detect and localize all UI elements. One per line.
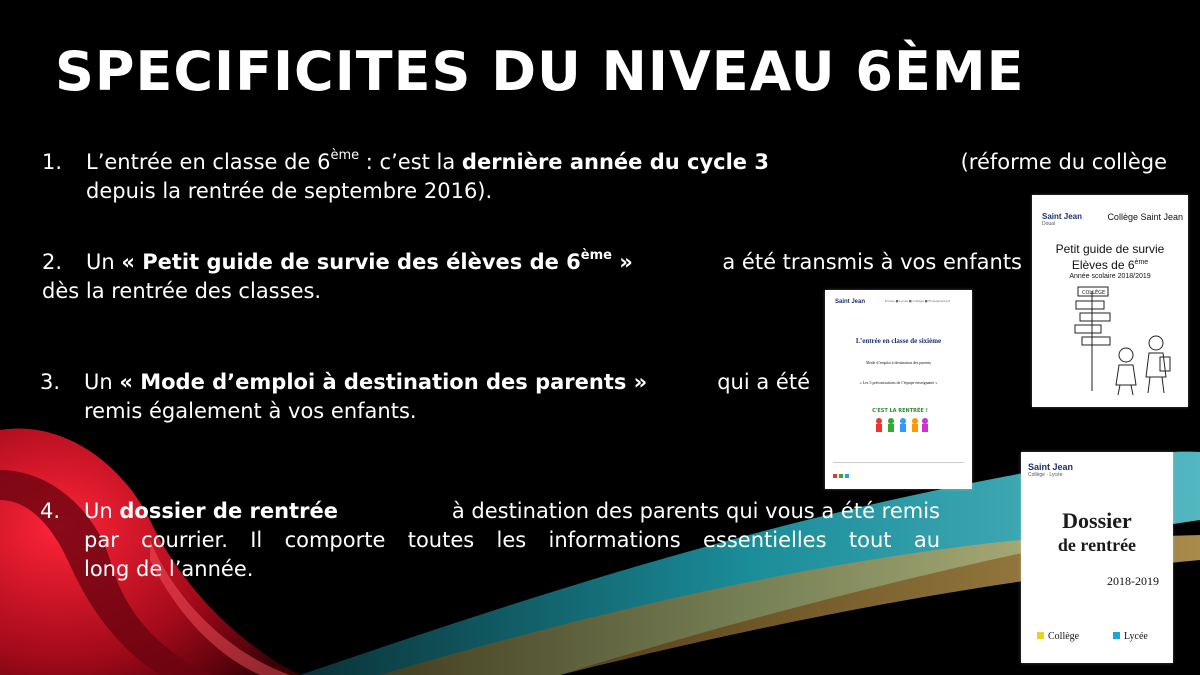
doc-subtitle: Mode d’emploi à destination des parents [866,360,931,365]
svg-text:COLLÈGE: COLLÈGE [1082,290,1106,296]
doc-banner: C'EST LA RENTRÉE ! [872,408,928,414]
item-continuation: long de l’année. [84,557,254,581]
item-text: Un [84,370,120,394]
item-text: Un [84,499,120,523]
item-text: qui a été [717,370,810,394]
item-continuation: remis également à vos enfants. [84,399,417,423]
doc-footer [833,462,964,475]
guide-cover-image [1032,195,1188,407]
item-continuation: depuis la rentrée de septembre 2016). [86,179,493,203]
blue-square-icon [1113,632,1120,639]
doc-tagline: « Les 5 préconisations de l’équipe enseignante » [859,380,938,385]
school-logo: Saint Jean Collège · Lycée [1028,462,1074,478]
dossier-cover-image [1021,452,1173,663]
item-text: à destination des parents qui vous a été remis [451,499,940,523]
item-number: 2. [42,250,63,274]
tag-college: Collège [1037,631,1079,642]
yellow-square-icon [1037,632,1044,639]
kids-illustration-icon [873,416,929,436]
dossier-year: 2018-2019 [1107,574,1159,588]
school-name: Collège Saint Jean [1107,212,1183,222]
item-continuation: dès la rentrée des classes. [42,279,322,303]
doc-title: L’entrée en classe de sixième [855,337,942,345]
item-number: 1. [42,150,63,174]
item-bold-text: » [611,250,633,274]
student-drawing-icon [1070,281,1174,399]
item-bold-text: dossier de rentrée [119,499,338,523]
item-text: : c’est la [359,150,462,174]
superscript: ème [330,148,360,163]
doc-header: Écoles ■ Lycée ■ Collège ■ Enseignement [885,299,951,303]
mode-emploi-image [825,290,972,489]
item-number: 4. [40,499,61,523]
list-item-3 [40,368,810,426]
item-bold-text: « Petit guide de survie des élèves de 6 [121,250,581,274]
item-number: 3. [40,370,61,394]
item-bold-text: « Mode d’emploi à destination des parents » [119,370,648,394]
school-logo: Saint Jean Douai [1042,212,1083,227]
list-item-4 [40,497,940,584]
item-continuation: par courrier. Il comporte toutes les informations essentielles tout au [84,528,940,552]
school-logo: Saint Jean [835,299,866,305]
item-text: (réforme du collège [960,150,1167,174]
tag-lycee: Lycée [1113,631,1148,642]
item-text: Un [86,250,122,274]
dossier-title: Dossier de rentrée [1057,508,1137,555]
item-text: a été transmis à vos enfants [722,250,1022,274]
item-text: L’entrée en classe de 6 [86,150,331,174]
item-bold-text: dernière année du cycle 3 [461,150,769,174]
superscript: ème [580,248,612,263]
list-item-1 [42,148,1167,206]
slide-title: SPECIFICITES DU NIVEAU 6ÈME [55,40,1025,103]
guide-title: Petit guide de survie Elèves de 6ème Année scolaire 2018/2019 [1055,242,1165,280]
